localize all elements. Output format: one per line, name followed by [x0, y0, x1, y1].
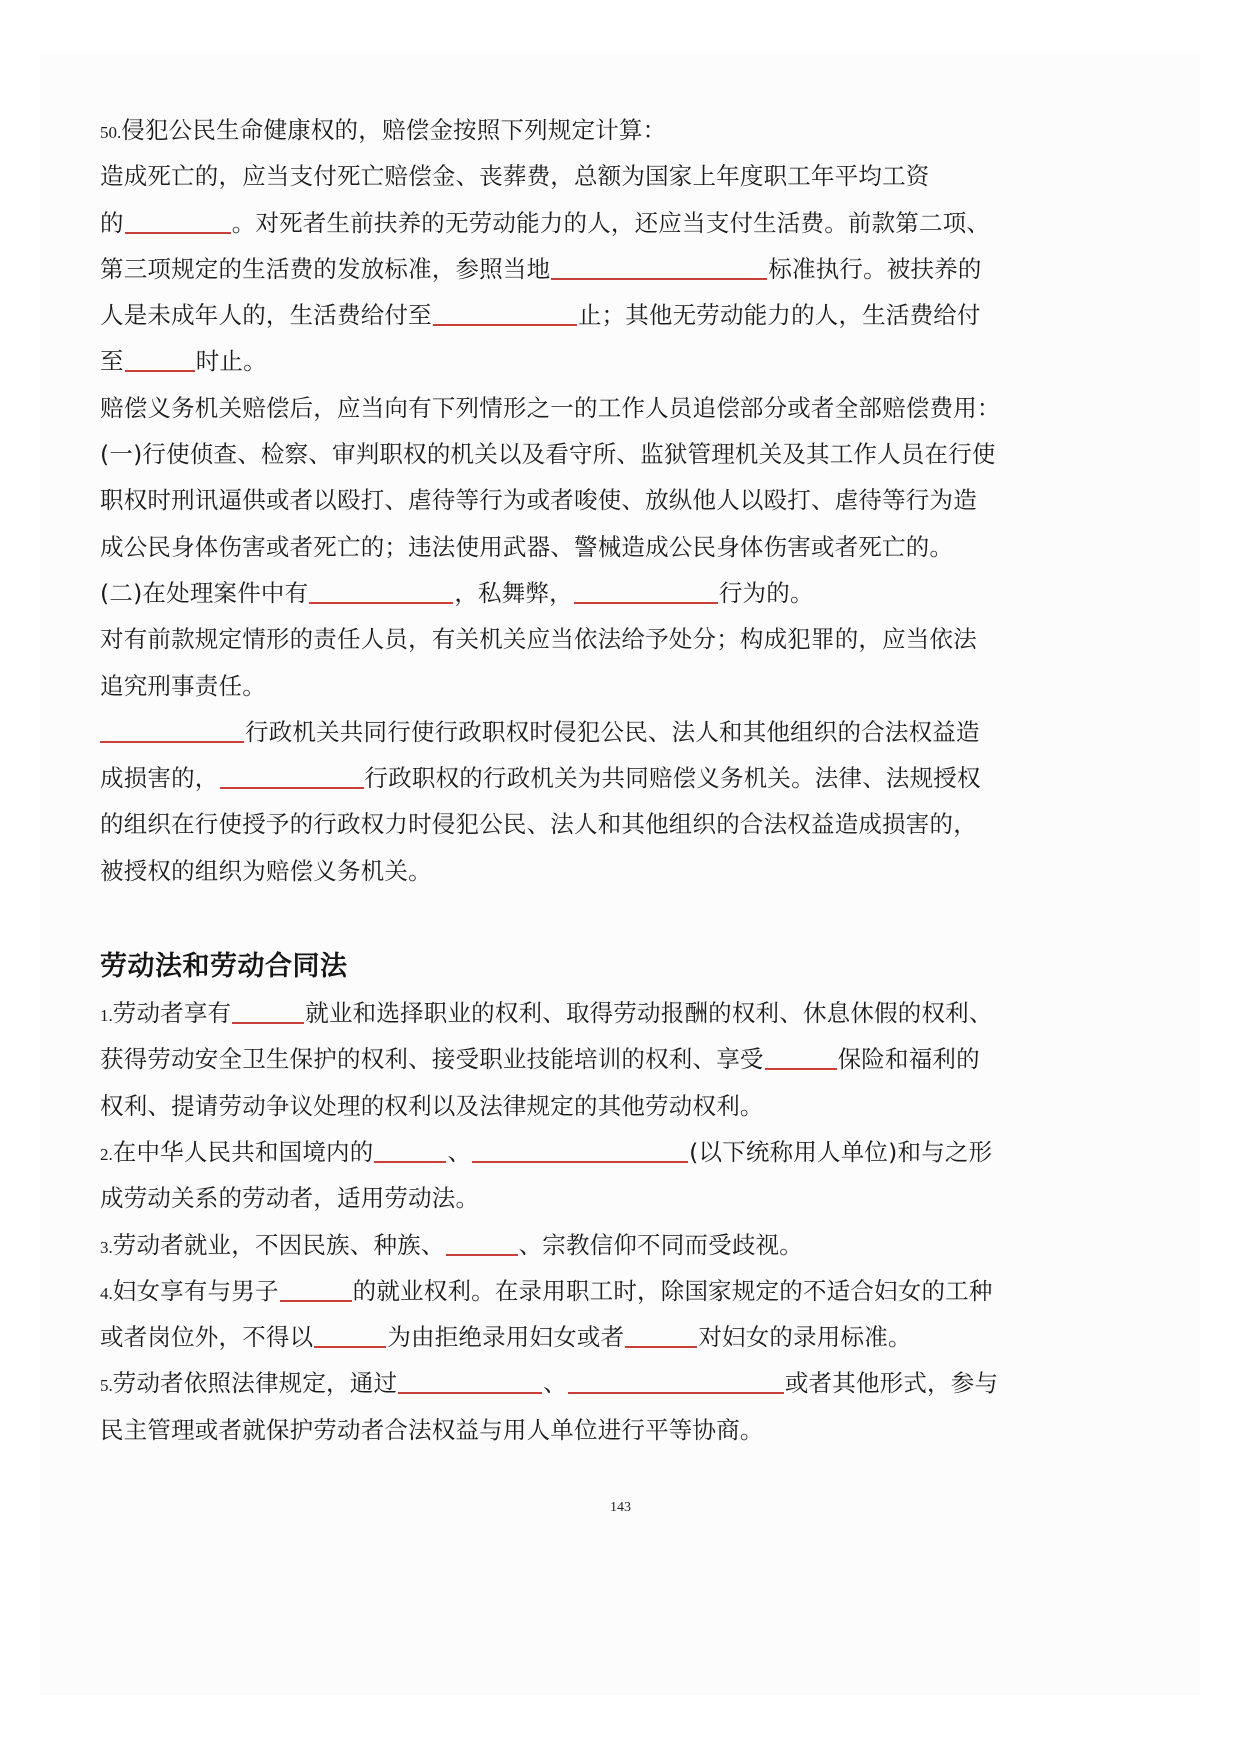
fill-blank[interactable] [765, 1046, 837, 1070]
text-segment: 为由拒绝录用妇女或者 [387, 1323, 625, 1352]
text-line [100, 1407, 1015, 1453]
text-segment: 止；其他无劳动能力的人，生活费给付 [577, 301, 981, 330]
text-segment: 劳动者就业，不因民族、种族、 [112, 1230, 445, 1259]
text-segment: 对有前款规定情形的责任人员，有关机关应当依法给予处分；构成犯罪的，应当依法 [100, 625, 977, 654]
text-segment: 妇女享有与男子 [112, 1276, 279, 1305]
text-segment: 行政机关共同行使行政职权时侵犯公民、法人和其他组织的合法权益造 [245, 717, 980, 746]
text-line [100, 1036, 1015, 1082]
text-line [100, 153, 1015, 199]
fill-blank[interactable] [309, 580, 453, 604]
text-line [100, 385, 1015, 431]
section-spacer [100, 894, 1015, 944]
fill-blank[interactable] [446, 1232, 518, 1256]
text-line [100, 616, 1015, 662]
text-segment: 民主管理或者就保护劳动者合法权益与用人单位进行平等协商。 [100, 1415, 764, 1444]
text-segment: 侵犯公民生命健康权的，赔偿金按照下列规定计算： [121, 116, 667, 144]
section-heading: 劳动法和劳动合同法 [100, 951, 348, 983]
fill-blank[interactable] [280, 1278, 352, 1302]
text-segment: 、宗教信仰不同而受歧视。 [518, 1230, 803, 1259]
text-segment: 标准执行。被扶养的 [768, 254, 982, 283]
text-segment: 行为的。 [718, 578, 814, 607]
fill-blank[interactable] [314, 1324, 386, 1348]
text-line [100, 709, 1015, 755]
text-line [100, 1222, 1015, 1268]
page-number: 143 [610, 1500, 631, 1515]
text-line [100, 477, 1015, 523]
text-line [100, 848, 1015, 894]
fill-blank[interactable] [125, 348, 195, 372]
text-line [100, 570, 1015, 616]
text-segment: 成损害的， [100, 764, 219, 793]
text-segment: 或者岗位外，不得以 [100, 1323, 314, 1352]
text-line [100, 1268, 1015, 1314]
fill-blank[interactable] [433, 302, 577, 326]
text-segment: 权利、提请劳动争议处理的权利以及法律规定的其他劳动权利。 [100, 1091, 764, 1120]
text-segment: 被授权的组织为赔偿义务机关。 [100, 856, 432, 885]
text-segment: 成公民身体伤害或者死亡的；违法使用武器、警械造成公民身体伤害或者死亡的。 [100, 532, 954, 561]
text-line [100, 1175, 1015, 1221]
text-segment: 追究刑事责任。 [100, 671, 266, 700]
text-segment: 的 [100, 208, 124, 237]
text-segment: 职权时刑讯逼供或者以殴打、虐待等行为或者唆使、放纵他人以殴打、虐待等行为造 [100, 486, 977, 515]
section-labor-law [100, 944, 1015, 1453]
text-segment: 劳动者依照法律规定，通过 [112, 1369, 398, 1398]
text-line [100, 338, 1015, 384]
fill-blank[interactable] [374, 1139, 446, 1163]
text-line [100, 755, 1015, 801]
text-line [100, 663, 1015, 709]
text-line [100, 990, 1015, 1036]
item-number: 4. [100, 1283, 113, 1303]
text-line [100, 1314, 1015, 1360]
text-line [100, 292, 1015, 338]
text-segment: 就业和选择职业的权利、取得劳动报酬的权利、休息休假的权利、 [305, 999, 993, 1028]
text-segment: 时止。 [195, 347, 267, 376]
fill-blank[interactable] [625, 1324, 697, 1348]
text-line [100, 431, 1015, 477]
text-segment: ，私舞弊， [454, 578, 573, 607]
section-state-compensation [100, 107, 1015, 894]
text-segment: (一)行使侦查、检察、审判职权的机关以及看守所、监狱管理机关及其工作人员在行使 [100, 440, 996, 469]
text-segment: 对妇女的录用标准。 [698, 1323, 912, 1352]
text-segment: (以下统称用人单位)和与之形 [689, 1137, 993, 1166]
text-segment: (二)在处理案件中有 [100, 578, 309, 607]
text-line [100, 246, 1015, 292]
text-segment: 、 [543, 1369, 567, 1398]
text-segment: 行政职权的行政机关为共同赔偿义务机关。法律、法规授权 [364, 764, 981, 793]
fill-blank[interactable] [232, 1000, 304, 1024]
item-number: 2. [100, 1144, 113, 1164]
fill-blank[interactable] [220, 765, 364, 789]
text-segment: 造成死亡的，应当支付死亡赔偿金、丧葬费，总额为国家上年度职工年平均工资 [100, 162, 930, 191]
fill-blank[interactable] [125, 210, 231, 234]
text-segment: 在中华人民共和国境内的 [112, 1137, 374, 1166]
text-segment: 至 [100, 347, 124, 376]
text-segment: 获得劳动安全卫生保护的权利、接受职业技能培训的权利、享受 [100, 1045, 764, 1074]
item-number: 50. [100, 123, 122, 142]
text-line [100, 200, 1015, 246]
text-segment: 赔偿义务机关赔偿后，应当向有下列情形之一的工作人员追偿部分或者全部赔偿费用： [100, 393, 1001, 422]
text-segment: 第三项规定的生活费的发放标准，参照当地 [100, 254, 551, 283]
fill-blank[interactable] [568, 1370, 784, 1394]
fill-blank[interactable] [100, 719, 244, 743]
document-content [100, 107, 1015, 1453]
text-line [100, 801, 1015, 847]
text-segment: 或者其他形式，参与 [784, 1369, 999, 1398]
text-segment: 的组织在行使授予的行政权力时侵犯公民、法人和其他组织的合法权益造成损害的， [100, 810, 977, 839]
item-number: 5. [100, 1376, 113, 1396]
text-line [100, 524, 1015, 570]
fill-blank[interactable] [472, 1139, 688, 1163]
text-line [100, 1360, 1015, 1406]
fill-blank[interactable] [574, 580, 718, 604]
text-segment: 成劳动关系的劳动者，适用劳动法。 [100, 1184, 480, 1213]
text-line [100, 1083, 1015, 1129]
text-segment: 、 [447, 1137, 472, 1166]
fill-blank[interactable] [551, 256, 767, 280]
item-number: 3. [100, 1237, 113, 1257]
text-segment: 。对死者生前扶养的无劳动能力的人，还应当支付生活费。前款第二项、 [231, 208, 991, 237]
fill-blank[interactable] [398, 1370, 542, 1394]
text-line [100, 1129, 1015, 1175]
item-number: 1. [100, 1006, 113, 1026]
text-segment: 劳动者享有 [112, 999, 232, 1028]
text-segment: 人是未成年人的，生活费给付至 [100, 301, 432, 330]
text-line [100, 107, 1015, 153]
text-segment: 保险和福利的 [837, 1045, 980, 1074]
text-segment: 的就业权利。在录用职工时，除国家规定的不适合妇女的工种 [352, 1276, 993, 1305]
